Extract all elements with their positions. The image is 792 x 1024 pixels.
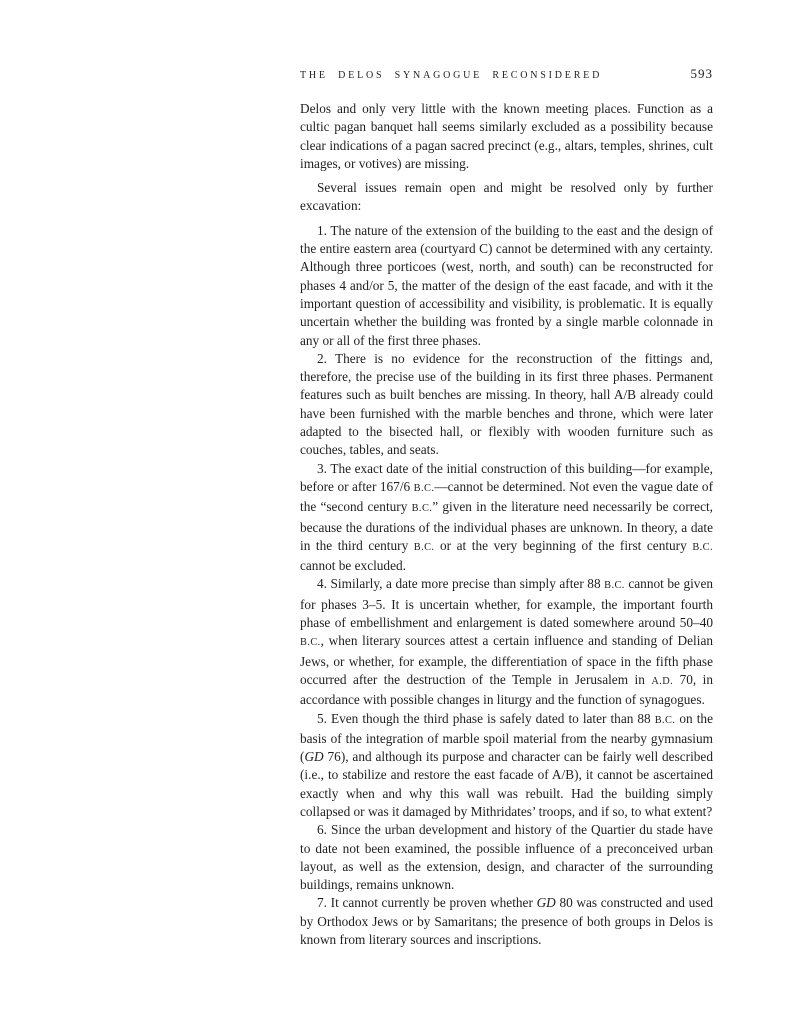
text-segment-italic: GD xyxy=(536,895,556,911)
text-segment: 4. Similarly, a date more precise than simply after 88 xyxy=(317,576,605,592)
text-segment: or at the very beginning of the first century xyxy=(434,537,693,553)
text-segment: 6. Since the urban development and history of the Quartier du stade have to date not been examined, the possible influence of a preconceived urban layout, as well as the extension, design, and character of the surrounding buildings, remains unknown. xyxy=(300,822,713,893)
text-segment: —cannot be determined. Not even the vague date of the “second century xyxy=(300,478,713,515)
paragraph-item-7 xyxy=(300,894,713,949)
text-segment: 5. Even though the third phase is safely dated to later than 88 xyxy=(317,710,655,726)
body-text xyxy=(300,100,713,949)
text-segment: 80 was constructed and used by Orthodox Jews or by Samaritans; the presence of both groups in Delos is known from literary sources and inscriptions. xyxy=(300,895,713,948)
running-title: THE DELOS SYNAGOGUE RECONSIDERED xyxy=(300,70,603,81)
text-segment: , when literary sources attest a certain influence and standing of Delian Jews, or whether, for example, the differentiation of space in the fifth phase occurred after the destruction of the Temple in Jerusalem in xyxy=(300,633,713,687)
text-segment-sc: B.C. xyxy=(692,541,713,553)
text-segment-sc: B.C. xyxy=(300,637,321,649)
running-header xyxy=(300,66,713,82)
paragraph-item-4 xyxy=(300,575,713,709)
paragraph-item-6 xyxy=(300,821,713,894)
text-segment-sc: A.D. xyxy=(651,675,674,687)
text-segment-sc: B.C. xyxy=(413,541,435,553)
text-segment-sc: B.C. xyxy=(413,482,435,494)
paragraph-continuation-paragraph xyxy=(300,100,713,173)
text-segment: 70, in accordance with possible changes in liturgy and the function of synagogues. xyxy=(300,671,713,708)
paragraph-item-1 xyxy=(300,222,713,350)
text-segment-italic: GD xyxy=(304,749,324,765)
text-segment: 3. The exact date of the initial construction of this building—for example, before or after 167/6 xyxy=(300,460,713,494)
text-segment: on the basis of the integration of marble spoil material from the nearby gymnasium ( xyxy=(300,710,713,765)
text-segment: ” given in the literature need necessarily be correct, because the durations of the individual phases are unknown. In theory, a date in the third century xyxy=(300,499,714,553)
paragraph-item-3 xyxy=(300,460,713,576)
text-segment-sc: B.C. xyxy=(654,714,676,726)
text-segment: 2. There is no evidence for the reconstruction of the fittings and, therefore, the precise use of the building in its first three phases. Permanent features such as built benches are missing. In theory, hall A/B already could have been furnished with the marble benches and throne, which were later adapted to the bisected hall, or flexibly with wooden furniture such as couches, tables, and seats. xyxy=(300,350,713,458)
text-segment: cannot be excluded. xyxy=(300,558,406,574)
paragraph-issues-lead-in xyxy=(300,179,713,216)
text-segment: 76), and although its purpose and character can be fairly well described (i.e., to stabilize and restore the east facade of A/B), it cannot be ascertained exactly when and why this wall was rebuilt. Had the building simply collapsed or was it damaged by Mithridates’ troops, and if so, to what extent? xyxy=(300,749,713,819)
text-segment: Several issues remain open and might be resolved only by further excavation: xyxy=(300,180,713,214)
paragraph-item-5 xyxy=(300,710,713,822)
text-segment: cannot be given for phases 3–5. It is uncertain whether, for example, the important fourth phase of embellishment and enlargement is dated somewhere around 50–40 xyxy=(300,576,713,631)
text-segment-sc: B.C. xyxy=(604,580,625,592)
paragraph-item-2 xyxy=(300,350,713,460)
text-segment-sc: B.C. xyxy=(411,503,433,515)
text-segment: 1. The nature of the extension of the building to the east and the design of the entire eastern area (courtyard C) cannot be determined with any certainty. Although three porticoes (west, north, and south) can be reconstructed for phases 4 and/or 5, the matter of the design of the east facade, and with it the important question of accessibility and visibility, is problematic. It is equally uncertain whether the building was fronted by a single marble colonnade in any or all of the first three phases. xyxy=(300,222,713,348)
text-segment: 7. It cannot currently be proven whether xyxy=(317,895,537,911)
page-number: 593 xyxy=(690,66,713,81)
text-segment: Delos and only very little with the known meeting places. Function as a cultic pagan banquet hall seems similarly excluded as a possibility because clear indications of a pagan sacred precinct (e.g., altars, temples, shrines, cult images, or votives) are missing. xyxy=(300,101,713,171)
